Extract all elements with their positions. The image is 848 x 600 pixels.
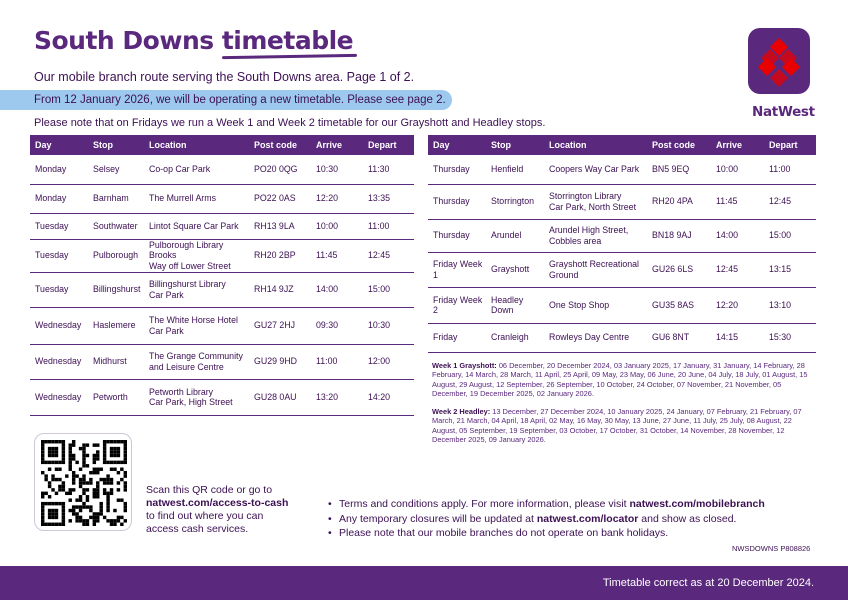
week2-label: Week 2 Headley: xyxy=(432,407,491,416)
week1-dates: 06 December, 20 December 2024, 03 January 2025, 17 January, 31 January, 14 February, 28 February, 14 March, 28 March, 11 April, 25 April, 09 May, 23 May, 06 June, 20 June, 04 July, 18 July, 01 August, 15 August, 29 August, 12 September, 26 September, 10 October, 24 October, 07 November, 21 November, 05 December, 19 December 2025, 02 January 2026. xyxy=(432,361,808,399)
location-line: Petworth Library xyxy=(149,386,214,397)
bullet-item: • Any temporary closures will be updated at natwest.com/locator and show as closed. xyxy=(328,512,765,527)
qr-code-icon xyxy=(41,440,127,526)
table-row xyxy=(30,184,414,213)
stop-cell: Cranleigh xyxy=(486,323,544,352)
postcode-cell: GU27 2HJ xyxy=(249,307,311,344)
location-cell xyxy=(544,155,647,184)
timetable-left xyxy=(30,135,414,416)
location-line: Car Park xyxy=(149,325,184,336)
bullet-item: • Terms and conditions apply. For more information, please visit natwest.com/mobilebranch xyxy=(328,497,765,512)
postcode-cell: RH14 9JZ xyxy=(249,272,311,307)
table-row xyxy=(428,184,816,219)
location-cell xyxy=(144,379,249,415)
day-cell: Tuesday xyxy=(30,239,88,272)
column-header: Stop xyxy=(88,135,144,155)
location-line: Grayshott Recreational xyxy=(549,259,639,269)
location-cell xyxy=(144,344,249,379)
table-body xyxy=(428,155,816,352)
stop-cell: Southwater xyxy=(88,213,144,239)
table-row xyxy=(428,155,816,184)
location-cell xyxy=(544,252,647,287)
brand-name: NatWest xyxy=(752,104,815,120)
table-row xyxy=(30,344,414,379)
stop-cell: Petworth xyxy=(88,379,144,415)
location-line: and Leisure Centre xyxy=(149,361,224,372)
depart-cell: 11:00 xyxy=(764,155,816,184)
access-to-cash-link[interactable]: natwest.com/access-to-cash xyxy=(146,497,289,509)
arrive-cell: 12:20 xyxy=(311,184,363,213)
postcode-cell: GU35 8AS xyxy=(647,287,711,323)
column-header: Arrive xyxy=(711,135,764,155)
week2-dates: 13 December, 27 December 2024, 10 January 2025, 24 January, 07 February, 21 February, 07 March, 21 March, 04 April, 18 April, 02 May, 16 May, 30 May, 13 June, 27 June, 11 July, 25 July, 08 August, 22 August, 05 September, 19 September, 03 October, 17 October, 31 October, 14 November, 28 November, 12 December 2025, 09 January 2026. xyxy=(432,407,802,445)
depart-cell: 13:15 xyxy=(764,252,816,287)
arrive-cell: 10:00 xyxy=(711,155,764,184)
mobilebranch-link[interactable]: natwest.com/mobilebranch xyxy=(629,498,765,510)
depart-cell: 13:35 xyxy=(363,184,414,213)
arrive-cell: 12:45 xyxy=(711,252,764,287)
depart-cell: 12:00 xyxy=(363,344,414,379)
location-line: Arundel High Street, xyxy=(549,225,629,235)
location-line: Car Park, High Street xyxy=(149,397,233,407)
table-row xyxy=(428,287,816,323)
day-cell: Tuesday xyxy=(30,213,88,239)
table-row xyxy=(428,219,816,252)
footer-bar xyxy=(0,566,848,600)
stop-cell: Grayshott xyxy=(486,252,544,287)
table-header-row xyxy=(30,135,414,155)
arrive-cell: 10:30 xyxy=(311,155,363,184)
table-row xyxy=(428,323,816,352)
location-cell xyxy=(544,184,647,219)
postcode-cell: GU26 6LS xyxy=(647,252,711,287)
postcode-cell: RH13 9LA xyxy=(249,213,311,239)
column-header: Stop xyxy=(486,135,544,155)
table-row xyxy=(30,272,414,307)
stop-cell: Headley Down xyxy=(486,287,544,323)
location-cell xyxy=(144,184,249,213)
table-row xyxy=(30,213,414,239)
stop-cell: Barnham xyxy=(88,184,144,213)
friday-note: Please note that on Fridays we run a Week 1 and Week 2 timetable for our Grayshott and Headley stops. xyxy=(34,117,546,129)
stop-cell: Haslemere xyxy=(88,307,144,344)
postcode-cell: GU29 9HD xyxy=(249,344,311,379)
day-cell: Thursday xyxy=(428,155,486,184)
location-cell xyxy=(144,307,249,344)
postcode-cell: GU6 8NT xyxy=(647,323,711,352)
depart-cell: 14:20 xyxy=(363,379,414,415)
day-cell: Monday xyxy=(30,155,88,184)
location-line: Storrington Library xyxy=(549,191,622,201)
day-cell: Wednesday xyxy=(30,379,88,415)
depart-cell: 13:10 xyxy=(764,287,816,323)
day-cell: Thursday xyxy=(428,184,486,219)
location-line: The Murrell Arms xyxy=(149,193,216,204)
location-line: The White Horse Hotel xyxy=(149,315,238,325)
arrive-cell: 13:20 xyxy=(311,379,363,415)
postcode-cell: RH20 4PA xyxy=(647,184,711,219)
qr-line-3: to find out where you can xyxy=(146,510,264,522)
day-cell: Wednesday xyxy=(30,307,88,344)
day-cell: Friday xyxy=(428,323,486,352)
location-line: Car Park xyxy=(149,289,184,300)
column-header: Location xyxy=(144,135,249,155)
table-row xyxy=(30,155,414,184)
location-cell xyxy=(544,287,647,323)
arrive-cell: 11:45 xyxy=(311,239,363,272)
qr-instructions xyxy=(146,484,288,536)
table-row xyxy=(30,307,414,344)
location-line: Coopers Way Car Park xyxy=(549,164,640,174)
table-row xyxy=(30,379,414,415)
arrive-cell: 12:20 xyxy=(711,287,764,323)
page-subtitle: Our mobile branch route serving the South Downs area. Page 1 of 2. xyxy=(34,70,415,84)
location-line: Rowleys Day Centre xyxy=(549,332,630,343)
stop-cell: Midhurst xyxy=(88,344,144,379)
table-body xyxy=(30,155,414,415)
week1-label: Week 1 Grayshott: xyxy=(432,361,497,370)
depart-cell: 15:30 xyxy=(764,323,816,352)
postcode-cell: PO22 0AS xyxy=(249,184,311,213)
column-header: Arrive xyxy=(311,135,363,155)
location-cell xyxy=(144,272,249,307)
day-cell: Friday Week 1 xyxy=(428,252,486,287)
location-line: Co-op Car Park xyxy=(149,164,211,174)
day-cell: Tuesday xyxy=(30,272,88,307)
location-cell xyxy=(544,323,647,352)
table-row xyxy=(428,252,816,287)
stop-cell: Henfield xyxy=(486,155,544,184)
qr-line-4: access cash services. xyxy=(146,523,249,535)
depart-cell: 15:00 xyxy=(764,219,816,252)
table-header-row xyxy=(428,135,816,155)
stop-cell: Pulborough xyxy=(88,239,144,272)
stop-cell: Selsey xyxy=(88,155,144,184)
location-cell xyxy=(544,219,647,252)
column-header: Depart xyxy=(363,135,414,155)
postcode-cell: BN5 9EQ xyxy=(647,155,711,184)
postcode-cell: GU28 0AU xyxy=(249,379,311,415)
stop-cell: Arundel xyxy=(486,219,544,252)
depart-cell: 15:00 xyxy=(363,272,414,307)
depart-cell: 12:45 xyxy=(363,239,414,272)
depart-cell: 12:45 xyxy=(764,184,816,219)
footer-text: Timetable correct as at 20 December 2024. xyxy=(602,577,814,589)
stop-cell: Billingshurst xyxy=(88,272,144,307)
bullet-item: • Please note that our mobile branches do not operate on bank holidays. xyxy=(328,526,765,541)
postcode-cell: RH20 2BP xyxy=(249,239,311,272)
postcode-cell: BN18 9AJ xyxy=(647,219,711,252)
location-cell xyxy=(144,155,249,184)
depart-cell: 11:00 xyxy=(363,213,414,239)
title-underlined: timetable xyxy=(221,26,354,55)
column-header: Day xyxy=(428,135,486,155)
location-line: Pulborough Library Brooks xyxy=(149,239,224,261)
depart-cell: 10:30 xyxy=(363,307,414,344)
location-cell xyxy=(144,213,249,239)
location-line: The Grange Community xyxy=(149,351,243,361)
arrive-cell: 11:00 xyxy=(311,344,363,379)
arrive-cell: 11:45 xyxy=(711,184,764,219)
location-line: One Stop Shop xyxy=(549,299,610,310)
arrive-cell: 14:00 xyxy=(711,219,764,252)
postcode-cell: PO20 0QG xyxy=(249,155,311,184)
location-line: Ground xyxy=(549,269,579,280)
column-header: Day xyxy=(30,135,88,155)
column-header: Post code xyxy=(647,135,711,155)
arrive-cell: 09:30 xyxy=(311,307,363,344)
timetable-right xyxy=(428,135,816,353)
cube-logo-icon xyxy=(748,28,810,94)
arrive-cell: 10:00 xyxy=(311,213,363,239)
week2-dates-note xyxy=(432,407,818,445)
locator-link[interactable]: natwest.com/locator xyxy=(536,512,639,525)
arrive-cell: 14:15 xyxy=(711,323,764,352)
qr-code[interactable] xyxy=(34,433,132,531)
day-cell: Monday xyxy=(30,184,88,213)
column-header: Depart xyxy=(764,135,816,155)
location-line: Cobbles area xyxy=(549,235,602,246)
location-line: Car Park, North Street xyxy=(549,201,637,212)
document-code: NWSDOWNS P808826 xyxy=(732,544,811,553)
location-line: Billingshurst Library xyxy=(149,279,226,289)
day-cell: Wednesday xyxy=(30,344,88,379)
stop-cell: Storrington xyxy=(486,184,544,219)
column-header: Post code xyxy=(249,135,311,155)
table-row xyxy=(30,239,414,272)
week1-dates-note xyxy=(432,361,818,399)
day-cell: Friday Week 2 xyxy=(428,287,486,323)
location-line: Lintot Square Car Park xyxy=(149,220,239,231)
arrive-cell: 14:00 xyxy=(311,272,363,307)
location-line: Way off Lower Street xyxy=(149,260,231,271)
column-header: Location xyxy=(544,135,647,155)
qr-line-1: Scan this QR code or go to xyxy=(146,484,273,496)
depart-cell: 11:30 xyxy=(363,155,414,184)
title-main: South Downs xyxy=(34,26,222,55)
terms-bullets xyxy=(328,497,765,541)
day-cell: Thursday xyxy=(428,219,486,252)
page-title xyxy=(34,26,353,55)
location-cell xyxy=(144,239,249,272)
natwest-logo xyxy=(748,28,810,94)
new-timetable-notice: From 12 January 2026, we will be operating a new timetable. Please see page 2. xyxy=(0,90,452,110)
